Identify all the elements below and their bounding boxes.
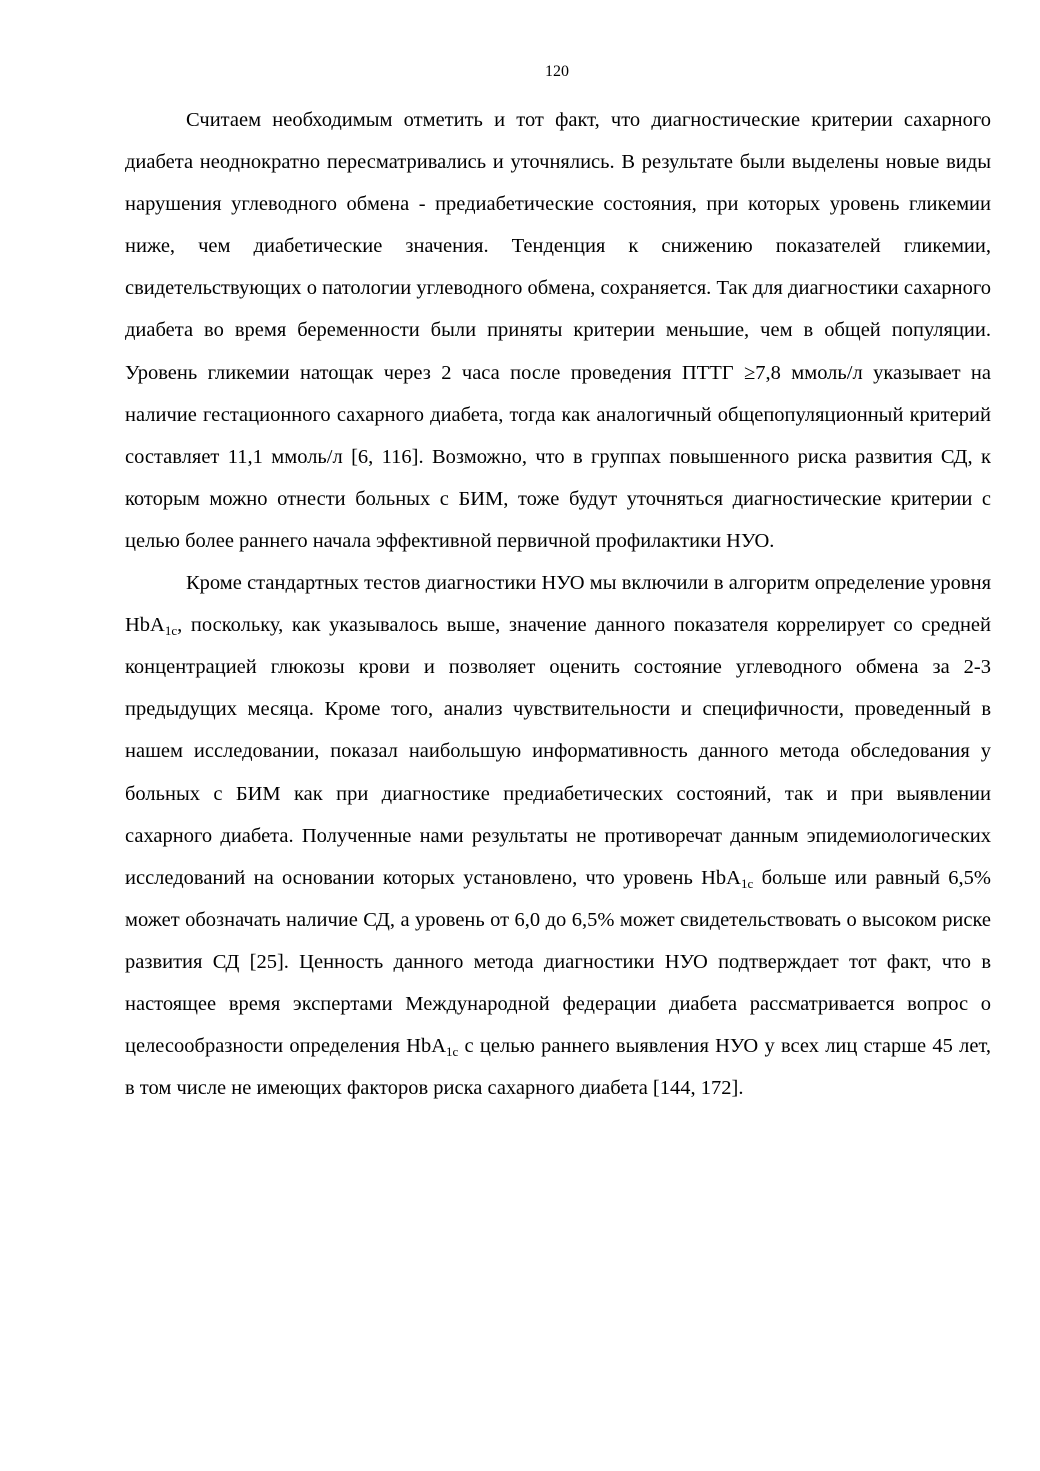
document-body (125, 99, 991, 1109)
paragraph-2-text-1: Кроме стандартных тестов диагностики НУО мы включили в алгоритм определение уровня HbA (125, 572, 991, 637)
paragraph-2-text-2: , поскольку, как указывалось выше, значение данного показателя коррелирует со средней концентрацией глюкозы крови и позволяет оценить состояние углеводного обмена за 2-3 предыдущих месяца. Кроме того, анализ чувствительности и специфичности, проведенный в нашем исследовании, показал наибольшую информативность данного метода обследования у больных с БИМ как при диагностике предиабетических состояний, так и при выявлении сахарного диабета. Полученные нами результаты не противоречат данным эпидемиологических исследований на основании которых установлено, что уровень HbA (125, 614, 991, 889)
hba1c-subscript: 1c (446, 1044, 459, 1060)
paragraph-1: Считаем необходимым отметить и тот факт, что диагностические критерии сахарного диабета неоднократно пересматривались и уточнялись. В результате были выделены новые виды нарушения углеводного обмена - предиабетические состояния, при которых уровень гликемии ниже, чем диабетические значения. Тенденция к снижению показателей гликемии, свидетельствующих о патологии углеводного обмена, сохраняется. Так для диагностики сахарного диабета во время беременности были приняты критерии меньшие, чем в общей популяции. Уровень гликемии натощак через 2 часа после проведения ПТТГ ≥7,8 ммоль/л указывает на наличие гестационного сахарного диабета, тогда как аналогичный общепопуляционный критерий составляет 11,1 ммоль/л [6, 116]. Возможно, что в группах повышенного риска развития СД, к которым можно отнести больных с БИМ, тоже будут уточняться диагностические критерии с целью более раннего начала эффективной первичной профилактики НУО. (125, 109, 991, 552)
paragraph-2 (125, 562, 991, 1109)
page-number: 120 (545, 63, 569, 80)
hba1c-subscript: 1c (740, 875, 754, 891)
hba1c-subscript: 1c (164, 623, 178, 639)
paragraph-2-text-3: больше или равный 6,5% может обозначать наличие СД, а уровень от 6,0 до 6,5% может свидетельствовать о высоком риске развития СД [25]. Ценность данного метода диагностики НУО подтверждает тот факт, что в настоящее время экспертами Международной федерации диабета рассматривается вопрос о целесообразности определения HbA (125, 866, 991, 1058)
paragraph-2-text-4: с целью раннего выявления НУО у всех лиц старше 45 лет, в том числе не имеющих факторов риска сахарного диабета [144, 172]. (125, 1035, 992, 1100)
